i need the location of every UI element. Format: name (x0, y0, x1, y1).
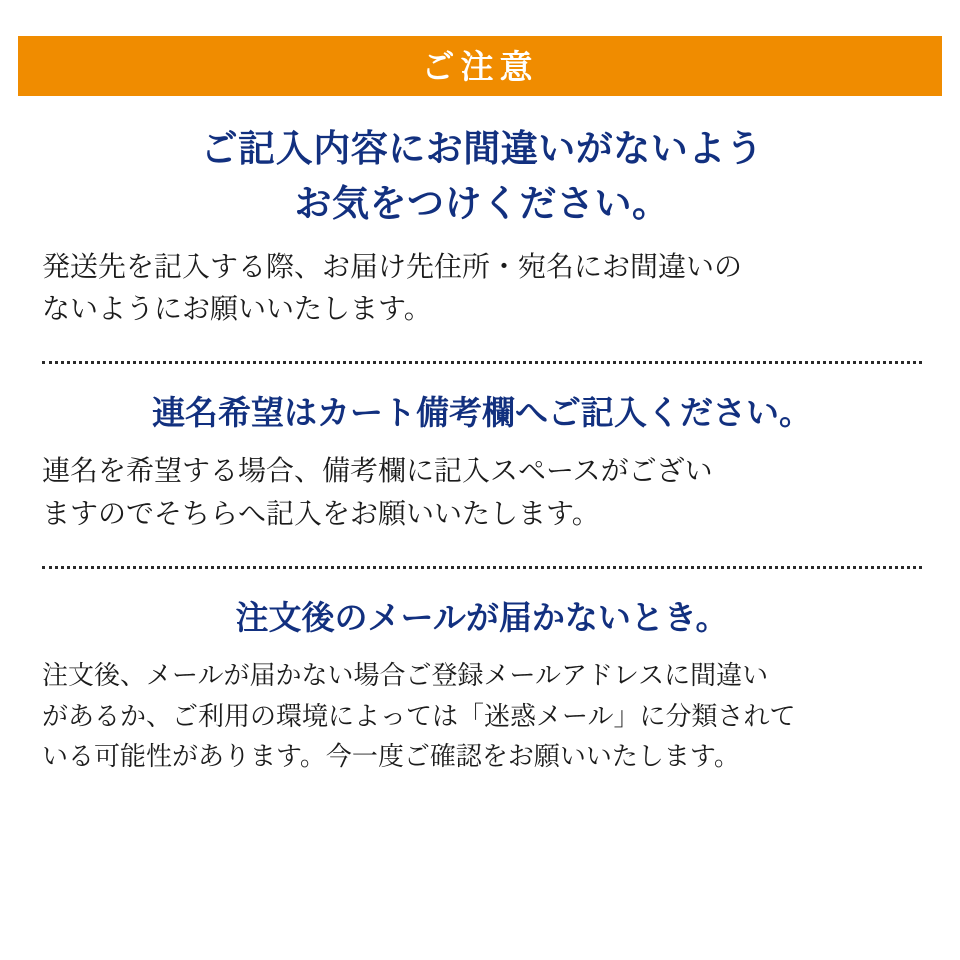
section-address-check-heading (42, 122, 922, 232)
heading-line: 注文後のメールが届かないとき。 (235, 598, 729, 636)
body-line: ないようにお願いいたします。 (42, 293, 432, 325)
section-address-check (42, 122, 922, 331)
section-mail-not-received (42, 597, 922, 777)
body-line: 発送先を記入する際、お届け先住所・宛名にお間違いの (42, 250, 743, 282)
section-joint-name-body (42, 450, 922, 535)
notice-content (42, 118, 922, 776)
section-address-check-body (42, 246, 922, 331)
section-joint-name-heading (42, 392, 922, 435)
heading-line: お気をつけください。 (294, 182, 670, 224)
body-line: があるか、ご利用の環境によっては「迷惑メール」に分類されて (42, 700, 796, 731)
heading-line: 連名希望はカート備考欄へご記入ください。 (152, 393, 812, 431)
body-line: ますのでそちらへ記入をお願いいたします。 (42, 498, 600, 530)
body-line: 注文後、メールが届かない場合ご登録メールアドレスに間違い (42, 660, 769, 691)
section-divider (42, 361, 922, 364)
section-joint-name (42, 392, 922, 536)
section-mail-not-received-heading (42, 597, 922, 640)
notice-banner (18, 36, 942, 96)
notice-banner-title: ご注意 (421, 47, 539, 85)
body-line: いる可能性があります。今一度ご確認をお願いいたします。 (42, 741, 740, 772)
heading-line: ご記入内容にお間違いがないよう (200, 128, 764, 169)
section-mail-not-received-body (42, 655, 922, 776)
section-divider (42, 566, 922, 569)
body-line: 連名を希望する場合、備考欄に記入スペースがござい (42, 455, 713, 487)
